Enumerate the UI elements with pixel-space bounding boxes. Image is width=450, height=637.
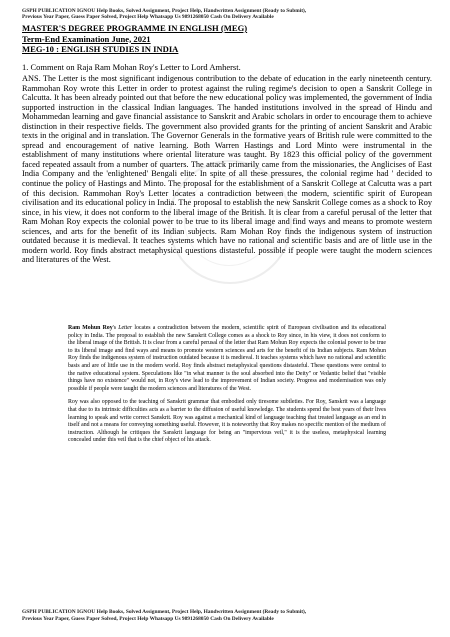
- answer-text: ANS. The Letter is the most significant indigenous contribution to the debate of education in the early nineteenth century. Rammohan Roy wrote this Letter in order to protest against the ruling regime's decision to open a Sanskrit College in Calcutta. It has been already pointed out that before the new educational policy was implemented, the government of India supported instruction in the classical Indian languages. The handed institutions involved in the spread of Hindu and Mohammedan learning and gave financial assistance to Sanskrit and Arabic scholars in order to encourage them to achieve distinction in their respective fields. The government also provided grants for the printing of ancient Sanskrit and Arabic texts in the original and in translation. The Governor Generals in the formative years of British rule were committed to the spread and encouragement of native learning. Both Warren Hastings and Lord Minto were instrumental in the establishment of many institutions where oriental literature was taught. By 1823 this official policy of the government faced repeated assault from a number of quarters. The attack primarily came from the missionaries, the Anglicises of East India Company and the 'enlightened' Bengali elite. In spite of all these pressures, the colonial regime had ' decided to continue the policy of Hastings and Minto. The proposal for the establishment of a Sanskrit College at Calcutta was a part of this decision. Rammohan Roy's Letter locates a contradiction between the modern, scientific spirit of European civilisation and its educational policy in India. The proposal to establish the new Sanskrit College comes as a shock to Roy since, in his view, it does not conform to the liberal image of the British. It is clear from a careful perusal of the letter that Ram Mohan Roy expects the colonial power to be true to its liberal image and find ways and means to promote western sciences, and arts for the benefit of its Indian subjects. Ram Mohan Roy finds the indigenous system of instruction outdated because it is medieval. It teaches systems which have no rational and scientific basis and are of little use in the modern world. Roy finds abstract metaphysical questions distasteful. possible if people were taught the modern sciences and literatures of the West.: [22, 74, 432, 265]
- page-footer: [22, 609, 432, 623]
- course-title: MEG-10 : ENGLISH STUDIES IN INDIA: [22, 44, 179, 55]
- scanned-excerpt: [68, 325, 386, 451]
- footer-line-1: GSPH PUBLICATION IGNOU Help Books, Solved Assignment, Project Help, Handwritten Assignment (Ready to Submit),: [22, 609, 307, 615]
- title-block: [22, 23, 432, 55]
- page-header: [22, 8, 432, 21]
- scan-possessive: 's: [112, 325, 119, 331]
- scan-paragraph-1: [68, 325, 386, 393]
- scan-letter-word: Letter: [118, 325, 133, 331]
- exam-title: Term-End Examination June, 2021: [22, 33, 151, 44]
- programme-title: MASTER'S DEGREE PROGRAMME IN ENGLISH (MEG): [22, 23, 248, 33]
- scan-paragraph-2: Roy was also opposed to the teaching of Sanskrit grammar that embodied only tiresome subtleties. For Roy, Sanskrit was a language that due to its intrinsic difficulties acts as a barrier to the diffusion of useful knowledge. The students spend the best years of their lives learning to speak and write correct Sanskrit. Roy was against a mechanical kind of language teaching that treated language as an end in itself and not a means for conveying something useful. However, it is noteworthy that Roy makes no specific mention of the medium of instruction. Although he critiques the Sanskrit language for being an "impervious veil," it is the useless, metaphysical learning concealed under this veil that is the chief object of his attack.: [68, 399, 386, 444]
- scan-paragraph-1-text: locates a contradiction between the modern, scientific spirit of European civilisation and its educational policy in India. The proposal to establish the new Sanskrit College comes as a shock to Roy since, in his view, it does not conform to the liberal image of the British. It is clear from a careful perusal of the letter that Ram Mohun Roy expects the colonial power to be true to its liberal image and find ways and means to promote western sciences and arts for the benefit of its Indian subjects. Ram Mohun Roy finds the indigenous system of instruction outdated because it is medieval. It teaches systems which have no rational and scientific basis and are of little use in the modern world. Roy finds abstract metaphysical questions distasteful. These questions were central to the native educational system. Speculations like "in what manner is the soul absorbed into the Deity" or Vedantic belief that "visible things have no existence" would not, in Roy's view lead to the improvement of Indian society. Progress and modernisation was only possible if people were taught the modern sciences and literatures of the West.: [68, 325, 386, 392]
- header-line-1: GSPH PUBLICATION IGNOU Help Books, Solved Assignment, Project Help, Handwritten Assignment (Ready to Submit),: [22, 8, 307, 14]
- question-text: 1. Comment on Raja Ram Mohan Roy's Letter to Lord Amherst.: [22, 62, 241, 72]
- scan-author-name: Ram Mohun Roy: [68, 325, 113, 331]
- footer-line-2: Previous Year Paper, Guess Paper Solved, Project Help Whatsapp Us 9891268050 Cash On Delivery Available: [22, 616, 274, 622]
- header-line-2: Previous Year Paper, Guess Paper Solved, Project Help Whatsapp Us 9891268050 Cash On Delivery Available: [22, 14, 274, 21]
